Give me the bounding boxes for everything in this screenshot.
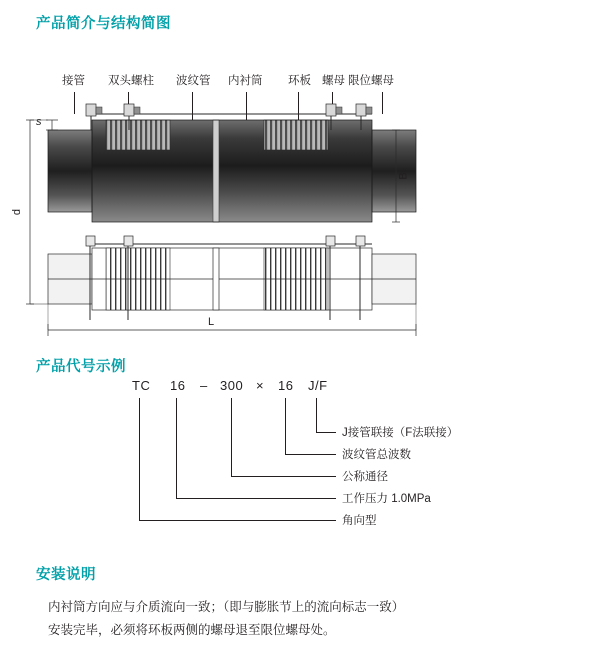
expansion-joint-drawing <box>0 58 600 348</box>
code-stem-pressure <box>176 398 177 498</box>
structure-section-title: 产品简介与结构简图 <box>36 16 171 32</box>
code-stem-diameter <box>231 398 232 476</box>
install-notes <box>48 598 568 644</box>
dimension-label-L: L <box>208 316 215 328</box>
code-token-diameter: 300 <box>220 378 244 393</box>
product-code-string <box>0 378 600 398</box>
code-run-pressure <box>176 498 336 499</box>
code-run-diameter <box>231 476 336 477</box>
code-token-times: × <box>256 378 265 393</box>
dimension-label-B: B <box>397 172 410 180</box>
callout-label-shuangtou-luozhu: 双头螺柱 <box>108 75 154 87</box>
code-token-connection: J/F <box>308 378 328 393</box>
code-desc-type: 角向型 <box>342 515 377 527</box>
code-token-pressure: 16 <box>170 378 186 393</box>
install-note-1: 内衬筒方向应与介质流向一致；（即与膨胀节上的流向标志一致） <box>48 600 405 614</box>
code-stem-waves <box>285 398 286 454</box>
code-run-connection <box>316 432 336 433</box>
code-stem-type <box>139 398 140 520</box>
code-run-waves <box>285 454 336 455</box>
code-token-type: TC <box>132 378 151 393</box>
code-token-dash: – <box>200 378 208 393</box>
code-desc-waves: 波纹管总波数 <box>342 449 411 461</box>
code-stem-connection <box>316 398 317 432</box>
code-desc-pressure: 工作压力 1.0MPa <box>342 493 431 505</box>
callout-label-luomu: 螺母 <box>322 75 345 87</box>
code-desc-diameter: 公称通径 <box>342 471 388 483</box>
product-code-diagram <box>0 378 600 548</box>
callout-label-jieguan: 接管 <box>62 75 85 87</box>
code-section-title: 产品代号示例 <box>36 359 126 375</box>
callout-label-neichentong: 内衬筒 <box>228 75 263 87</box>
structure-diagram <box>0 58 600 348</box>
install-note-2: 安装完毕，必须将环板两侧的螺母退至限位螺母处。 <box>48 623 336 637</box>
callout-label-huanban: 环板 <box>288 75 311 87</box>
code-run-type <box>139 520 336 521</box>
dimension-label-d: d <box>11 208 24 216</box>
code-desc-connection: J接管联接（F法联接） <box>342 427 459 439</box>
code-token-waves: 16 <box>278 378 294 393</box>
install-section-title: 安装说明 <box>36 567 96 583</box>
callout-label-xianwei-luomu: 限位螺母 <box>348 75 394 87</box>
dimension-label-s: s <box>36 116 42 128</box>
callout-label-bowenguan: 波纹管 <box>176 75 211 87</box>
